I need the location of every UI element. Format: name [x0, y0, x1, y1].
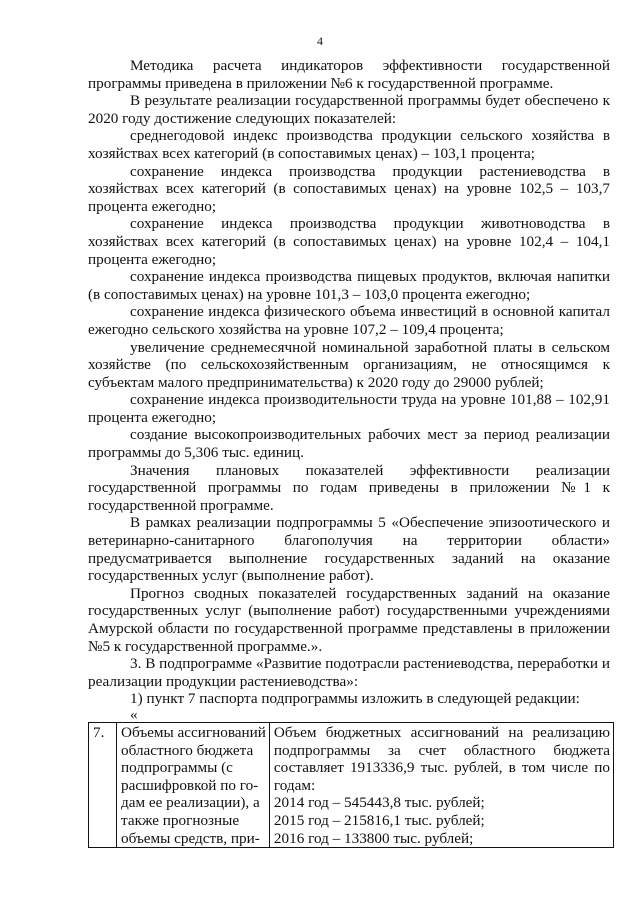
- value-intro: Объем бюджетных ассигнований на реализацию подпрограммы за счет областного бюджета составляет 1913336,9 тыс. рублей, в том числе по годам:: [273, 724, 610, 794]
- label-line: областного бюджета: [121, 741, 254, 759]
- passport-table: [88, 722, 614, 848]
- paragraph: создание высокопроизводительных рабочих мест за период реализации программы до 5,306 тыс. единиц.: [88, 426, 610, 462]
- paragraph: Значения плановых показателей эффективности реализации государственной программы по годам приведены в приложении №1 к государственной программе.: [88, 461, 610, 514]
- table-row: [89, 723, 614, 848]
- paragraph: В результате реализации государственной программы будет обеспечено к 2020 году достижение следующих показателей:: [88, 92, 610, 127]
- paragraph: увеличение среднемесячной номинальной заработной платы в сельском хозяйстве (по сельскохозяйственным организациям, не относящимся к субъектам малого предпринимательства) к 2020 году до 29000 рублей;: [88, 338, 610, 391]
- paragraph: среднегодовой индекс производства продукции сельского хозяйства в хозяйствах всех категорий (в сопоставимых ценах) – 103,1 процента;: [88, 127, 610, 162]
- paragraph: сохранение индекса физического объема инвестиций в основной капитал ежегодно сельского хозяйства на уровне 107,2 – 109,4 процента;: [88, 303, 610, 338]
- body-text: [88, 57, 610, 722]
- label-cell: [117, 723, 270, 848]
- label-line: объемы средств, при-: [121, 829, 260, 847]
- label-line: расшифровкой по го-: [121, 776, 259, 794]
- label-line: Объемы ассигнований: [121, 724, 266, 741]
- value-year-line: 2015 год – 215816,1 тыс. рублей;: [273, 811, 485, 829]
- value-year-line: 2016 год – 133800 тыс. рублей;: [273, 829, 474, 847]
- paragraph: 3. В подпрограмме «Развитие подотрасли растениеводства, переработки и реализации продукции растениеводства»:: [88, 655, 610, 690]
- paragraph: сохранение индекса производства продукции животноводства в хозяйствах всех категорий (в сопоставимых ценах) на уровне 102,4 – 104,1 процента ежегодно;: [88, 215, 610, 268]
- value-year-line: 2014 год – 545443,8 тыс. рублей;: [273, 794, 485, 812]
- paragraph: 1) пункт 7 паспорта подпрограммы изложить в следующей редакции:: [130, 690, 580, 708]
- label-line: также прогнозные: [121, 811, 240, 829]
- paragraph: сохранение индекса производства пищевых продуктов, включая напитки (в сопоставимых ценах) на уровне 101,3 – 103,0 процента ежегодно;: [88, 268, 610, 303]
- paragraph: Методика расчета индикаторов эффективности государственной программы приведена в приложении №6 к государственной программе.: [88, 57, 610, 92]
- paragraph: Прогноз сводных показателей государственных заданий на оказание государственных услуг (выполнение работ) государственными учреждениями Амурской области по государственной программе представлены в приложении №5 к государственной программе.».: [88, 584, 610, 655]
- label-line: подпрограммы (с: [121, 759, 233, 777]
- label-line: дам ее реализации), а: [121, 794, 260, 812]
- paragraph: сохранение индекса производительности труда на уровне 101,88 – 102,91 процента ежегодно;: [88, 391, 610, 426]
- opening-quote-mark: «: [130, 705, 138, 723]
- page-number: 4: [317, 34, 323, 48]
- paragraph: сохранение индекса производства продукции растениеводства в хозяйствах всех категорий (в сопоставимых ценах) на уровне 102,5 – 103,7 процента ежегодно;: [88, 162, 610, 215]
- paragraph: В рамках реализации подпрограммы 5 «Обеспечение эпизоотического и ветеринарно-санитарного благополучия на территории области» предусматривается выполнение государственных заданий на оказание государственных услуг (выполнение работ).: [88, 514, 610, 585]
- row-number-cell: 7.: [89, 723, 117, 848]
- value-cell: [269, 723, 613, 848]
